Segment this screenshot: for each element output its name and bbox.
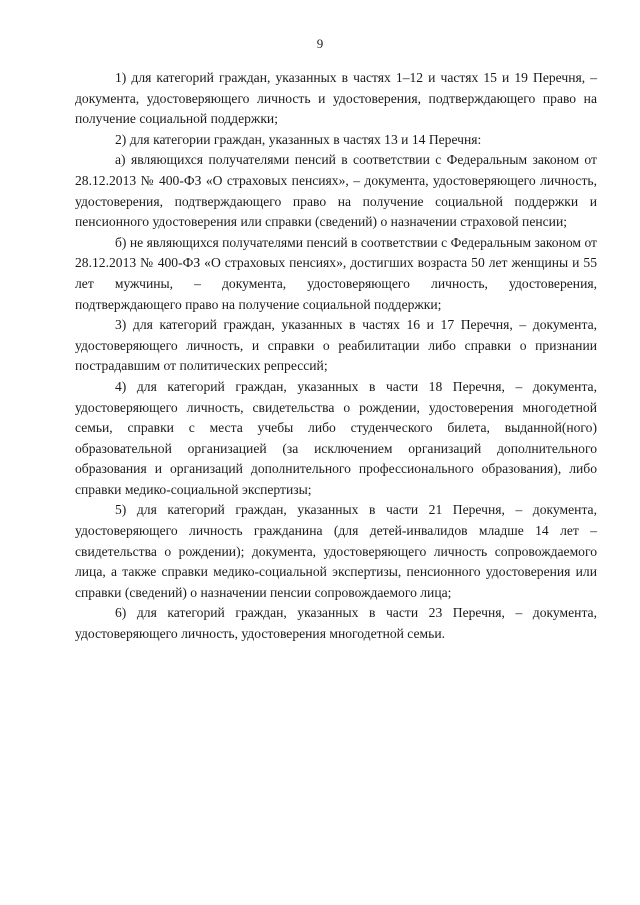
paragraph-item-5: 5) для категорий граждан, указанных в части 21 Перечня, – документа, удостоверяющего личность гражданина (для детей-инвалидов младше 14 лет – свидетельства о рождении); документа, удостоверяющего личность сопровождаемого лица, а также справки медико-социальной экспертизы, пенсионного удостоверения или справки (сведений) о назначении пенсии сопровождаемого лица; xyxy=(75,502,597,600)
paragraph-item-1: 1) для категорий граждан, указанных в частях 1–12 и частях 15 и 19 Перечня, – документа, удостоверяющего личность и удостоверения, подтверждающего право на получение социальной поддержки; xyxy=(75,70,597,127)
paragraph-item-2a: а) являющихся получателями пенсий в соответствии с Федеральным законом от 28.12.2013 № 400-ФЗ «О страховых пенсиях», – документа, удостоверяющего личность, удостоверения, подтверждающего право на получение социальной поддержки и пенсионного удостоверения или справки (сведений) о назначении страховой пенсии; xyxy=(75,152,597,230)
paragraph-item-2: 2) для категории граждан, указанных в частях 13 и 14 Перечня: xyxy=(115,131,482,147)
paragraph-item-2b: б) не являющихся получателями пенсий в соответствии с Федеральным законом от 28.12.2013 № 400-ФЗ «О страховых пенсиях», достигших возраста 50 лет женщины и 55 лет мужчины, – документа, удостоверяющего личность, удостоверения, подтверждающего право на получение социальной поддержки; xyxy=(75,234,597,312)
paragraph-item-6: 6) для категорий граждан, указанных в части 23 Перечня, – документа, удостоверяющего личность, удостоверения многодетной семьи. xyxy=(75,605,597,642)
document-body xyxy=(75,68,597,645)
paragraph-item-3: 3) для категорий граждан, указанных в частях 16 и 17 Перечня, – документа, удостоверяющего личность, и справки о реабилитации либо справки о признании пострадавшим от политических репрессий; xyxy=(75,317,597,374)
page-number: 9 xyxy=(316,36,324,51)
paragraph-item-4: 4) для категорий граждан, указанных в части 18 Перечня, – документа, удостоверяющего личность, свидетельства о рождении, удостоверения многодетной семьи, справки с места учебы либо студенческого билета, выданной(ного) образовательной организацией (за исключением организаций дополнительного образования и организаций дополнительного профессионального образования), либо справки медико-социальной экспертизы; xyxy=(75,378,597,497)
